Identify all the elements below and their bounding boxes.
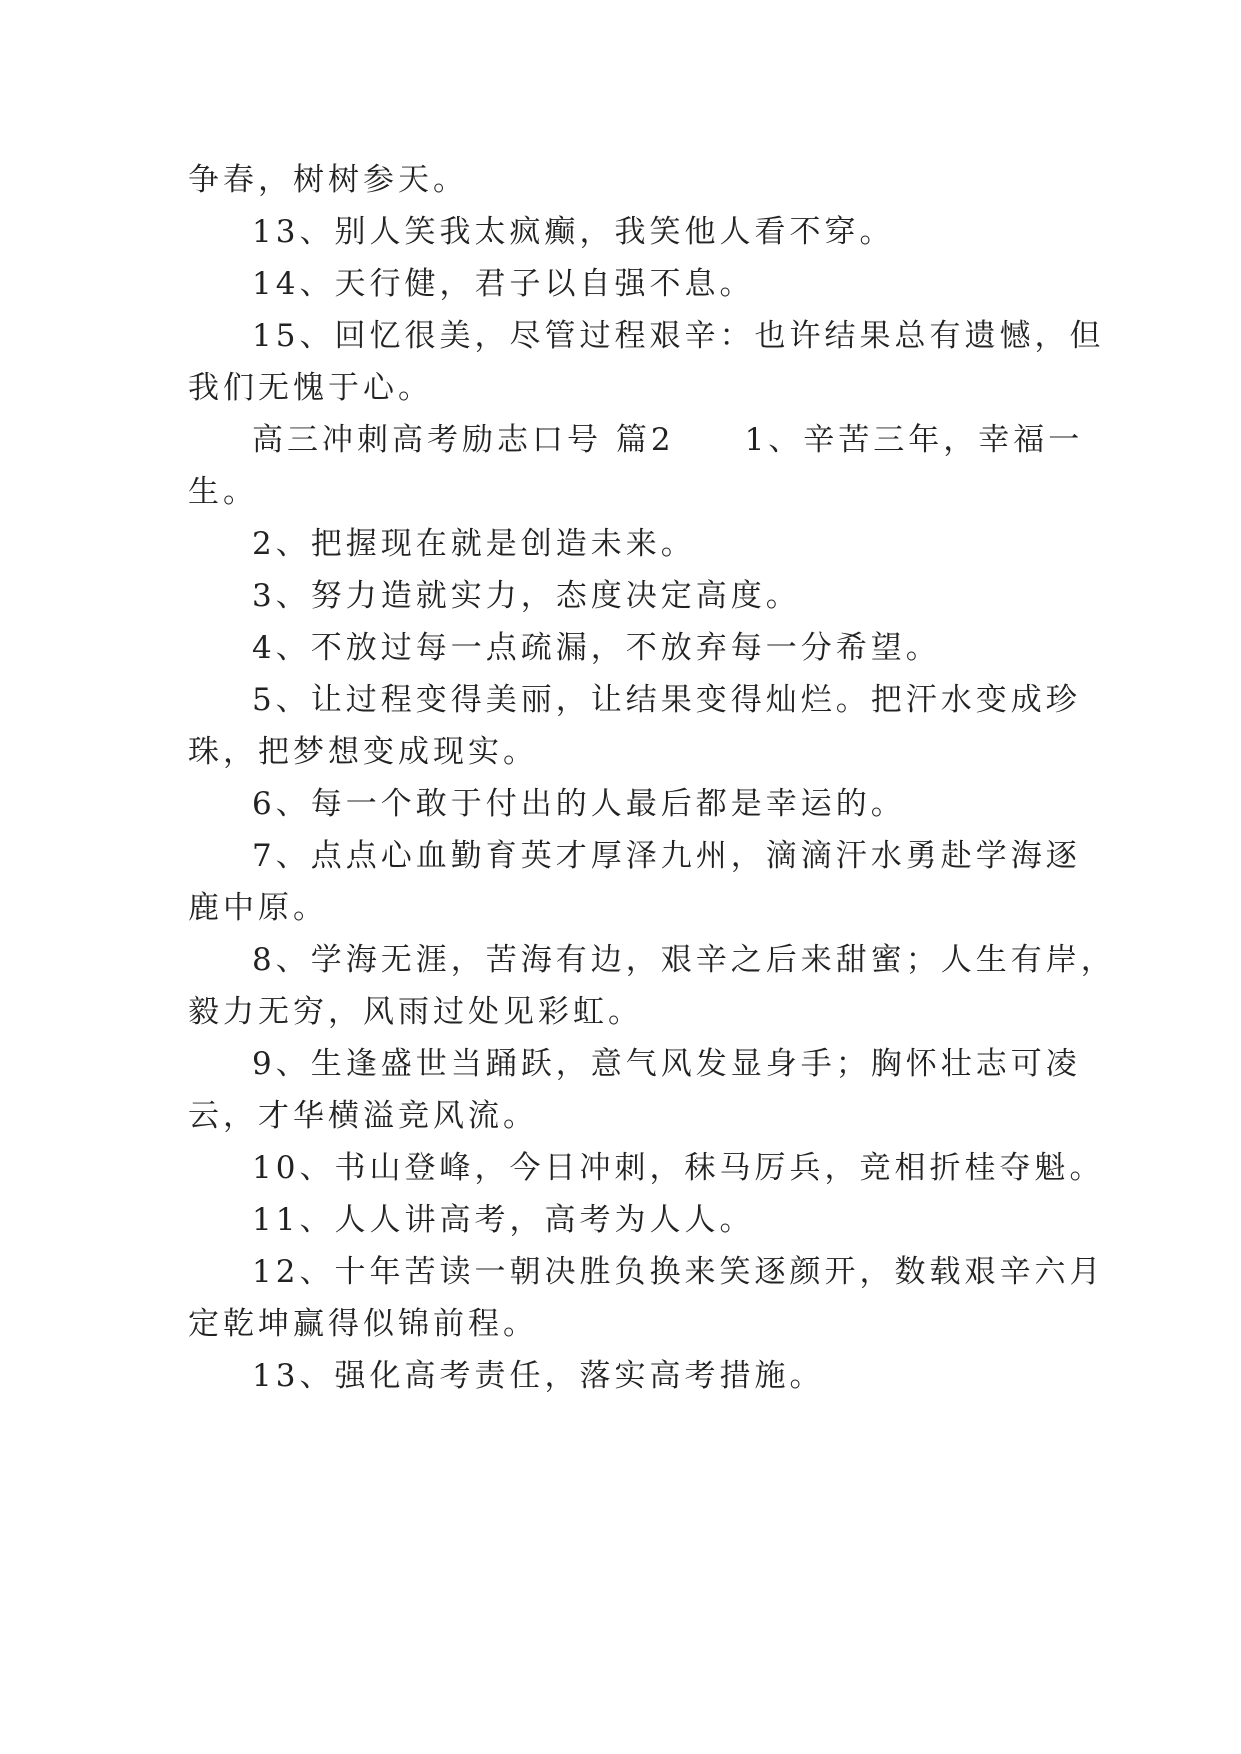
text-line: 2、把握现在就是创造未来。 bbox=[252, 526, 696, 562]
text-line: 9、生逢盛世当踊跃，意气风发显身手；胸怀壮志可凌 bbox=[252, 1046, 1081, 1082]
text-line: 15、回忆很美，尽管过程艰辛：也许结果总有遗憾，但 bbox=[252, 318, 1105, 354]
text-line: 13、强化高考责任，落实高考措施。 bbox=[252, 1358, 825, 1394]
text-line: 5、让过程变得美丽，让结果变得灿烂。把汗水变成珍 bbox=[252, 682, 1081, 718]
text-line: 争春，树树参天。 bbox=[188, 162, 468, 198]
section-heading: 高三冲刺高考励志口号 篇2 1、辛苦三年，幸福一 bbox=[252, 422, 1084, 458]
text-line: 毅力无穷，风雨过处见彩虹。 bbox=[188, 994, 643, 1030]
text-line: 我们无愧于心。 bbox=[188, 370, 433, 406]
text-line: 云，才华横溢竞风流。 bbox=[188, 1098, 538, 1134]
text-line: 7、点点心血勤育英才厚泽九州，滴滴汗水勇赴学海逐 bbox=[252, 838, 1081, 874]
text-line: 3、努力造就实力，态度决定高度。 bbox=[252, 578, 801, 614]
text-line: 12、十年苦读一朝决胜负换来笑逐颜开，数载艰辛六月 bbox=[252, 1254, 1105, 1290]
text-line: 13、别人笑我太疯癫，我笑他人看不穿。 bbox=[252, 214, 895, 250]
text-line: 6、每一个敢于付出的人最后都是幸运的。 bbox=[252, 786, 906, 822]
text-line: 4、不放过每一点疏漏，不放弃每一分希望。 bbox=[252, 630, 941, 666]
text-line: 生。 bbox=[188, 474, 258, 510]
text-line: 10、书山登峰，今日冲刺，秣马厉兵，竞相折桂夺魁。 bbox=[252, 1150, 1105, 1186]
text-line: 定乾坤赢得似锦前程。 bbox=[188, 1306, 538, 1342]
text-line: 鹿中原。 bbox=[188, 890, 328, 926]
text-line: 11、人人讲高考，高考为人人。 bbox=[252, 1202, 755, 1238]
text-line: 珠，把梦想变成现实。 bbox=[188, 734, 538, 770]
text-line: 14、天行健，君子以自强不息。 bbox=[252, 266, 755, 302]
text-line: 8、学海无涯，苦海有边，艰辛之后来甜蜜；人生有岸， bbox=[252, 942, 1116, 978]
